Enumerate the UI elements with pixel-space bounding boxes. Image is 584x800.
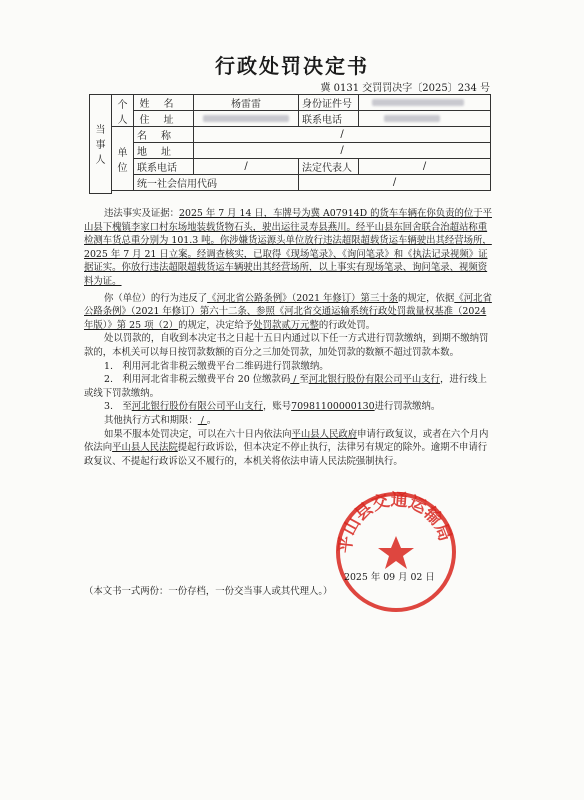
legal-rep-label: 法定代表人 [299,159,359,175]
other-execution: 其他执行方式和期限： / 。 [104,414,217,426]
unit-name-label: 名称 [134,127,194,143]
decision-date: 2025 年 09 月 02 日 [344,572,435,583]
address-value-redacted [194,111,299,127]
phone-label: 联系电话 [299,111,359,127]
phone-value-redacted [359,111,491,127]
unit-address-label: 地址 [134,143,194,159]
violation-facts: 违法事实及证据：2025 年 7 月 14 日，车牌号为冀 A07914D 的货车车辆在你负责的位于平山县下槐镇李家口村东场地装载货物石头，驶出运往灵寿县燕川。经平山县东回舍联合治超站称重检测车货总重分别为 101.3 吨。你涉嫌货运源头单位放行违法超限超载货运车辆驶出其经营场所，2025 年 7 月 21 日立案。经调查核实，已取得《现场笔录》、《询问笔录》和《执法记录视频》证据证实。你放行违法超限超载货运车辆驶出其经营场所，以上事实有现场笔录、询问笔录、视频资料为证。 你（单位）的行为违反了《河北省公路条例》（2021 年修订）第三十条的规定，依据《河北省公路条例》（2021 年修订）第六十二条、参照《河北省交通运输系统行政处罚裁量权基准（2024 年版）》第 25 项（2）的规定，决定给予处罚款贰万元整的行政处罚。 处以罚款的，自收到本决定书之日起十五日内通过以下任一方式进行罚款缴纳，到期不缴纳罚款的，本机关可以每日按罚款数额的百分之三加处罚款，加处罚款的数额不超过罚款本数。 1. 利用河北省非税云缴费平台二维码进行罚款缴纳。 2. 利用河北省非税云缴费平台 20 位缴款码 / 至河北银行股份有限公司平山支行，进行线上或线下罚款缴纳。 3. 至河北银行股份有限公司平山支行，账号70981100000130进行罚款缴纳。 其他执行方式和期限： / 。 如果不服本处罚决定，可以在六十日内依法向平山县人民政府申请行政复议，或者在六个月内依法向平山县人民法院提起行政诉讼，但本决定不停止执行，法律另有规定的除外。逾期不申请行政复议、不提起行政诉讼又不履行的，本机关将依法申请人民法院强制执行。 [84,208,492,467]
seal-text: 平山县交通运输局 [335,490,456,555]
document-number: 冀 0131 交罚罚决字〔2025〕234 号 [320,83,490,94]
unit-label: 单位 [112,127,134,191]
party-label: 当事人 [90,95,112,194]
individual-label: 个人 [112,95,134,127]
appeal-notice: 如果不服本处罚决定，可以在六十日内依法向平山县人民政府申请行政复议，或者在六个月内依法向平山县人民法院提起行政诉讼，但本决定不停止执行，法律另有规定的除外。逾期不申请行政复议、不提起行政诉讼又不履行的，本机关将依法申请人民法院强制执行。 [84,428,489,467]
id-value-redacted [359,95,491,111]
unit-phone-value: / [194,159,299,175]
payment-instruction: 处以罚款的，自收到本决定书之日起十五日内通过以下任一方式进行罚款缴纳，到期不缴纳罚款的，本机关可以每日按罚款数额的百分之三加处罚款，加处罚款的数额不超过罚款本数。 [84,333,489,358]
legal-rep-value: / [359,159,491,175]
party-info-table [89,94,491,194]
address-label: 住址 [134,111,194,127]
document-title: 行政处罚决定书 [215,54,369,78]
payment-method-3: 3. 至河北银行股份有限公司平山支行，账号70981100000130进行罚款缴纳。 [104,401,441,413]
credit-code-label: 统一社会信用代码 [134,175,299,191]
payment-method-1: 1. 利用河北省非税云缴费平台二维码进行罚款缴纳。 [104,360,329,372]
id-label: 身份证件号 [299,95,359,111]
unit-name-value: / [194,127,491,143]
payment-method-2: 2. 利用河北省非税云缴费平台 20 位缴款码 / 至河北银行股份有限公司平山支行，进行线上或线下罚款缴纳。 [84,374,487,399]
credit-code-value: / [299,175,491,191]
unit-address-value: / [194,143,491,159]
copies-note: （本文书一式两份：一份存档，一份交当事人或其代理人。） [84,586,333,597]
unit-phone-label: 联系电话 [134,159,194,175]
name-value: 杨雷雷 [194,95,299,111]
name-label: 姓名 [134,95,194,111]
official-seal-stamp [334,490,458,614]
